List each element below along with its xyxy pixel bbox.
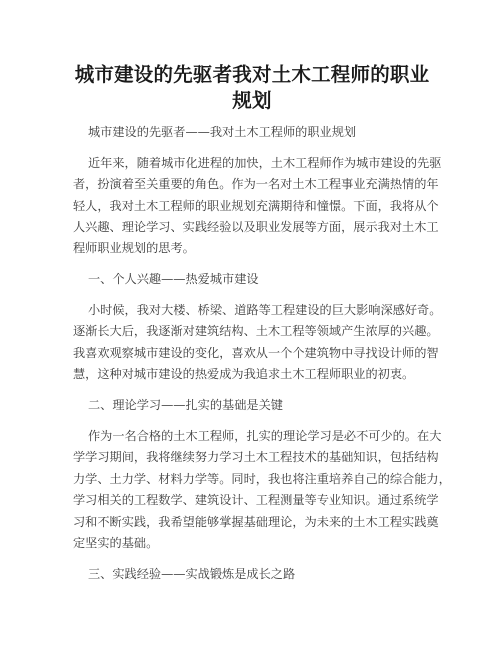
- paragraph-line: 者，扮演着至关重要的角色。作为一名对土木工程事业充满热情的年: [73, 177, 439, 191]
- paragraph-line: 学习相关的工程数学、建筑设计、工程测量等专业知识。通过系统学: [73, 493, 439, 507]
- paragraph-line: 近年来，随着城市化进程的加快，土木工程师作为城市建设的先驱: [88, 156, 442, 170]
- section-heading: 二、理论学习——扎实的基础是关键: [88, 398, 283, 412]
- paragraph-line: 作为一名合格的土木工程师，扎实的理论学习是必不可少的。在大: [88, 429, 442, 443]
- paragraph-line: 逐渐长大后，我逐渐对建筑结构、土木工程等领域产生浓厚的兴趣。: [73, 324, 439, 338]
- section-heading: 三、实践经验——实战锻炼是成长之路: [88, 567, 296, 581]
- paragraph-line: 我喜欢观察城市建设的变化，喜欢从一个个建筑物中寻找设计师的智: [73, 346, 439, 360]
- paragraph-line: 力学、土力学、材料力学等。同时，我也将注重培养自己的综合能力，: [73, 472, 451, 486]
- paragraph-line: 人兴趣、理论学习、实践经验以及职业发展等方面，展示我对土木工: [73, 220, 439, 234]
- paragraph-line: 学学习期间，我将继续努力学习土木工程技术的基础知识，包括结构: [73, 450, 439, 464]
- paragraph-line: 定坚实的基础。: [73, 536, 159, 550]
- document-title: 城市建设的先驱者我对土木工程师的职业规划: [74, 63, 430, 112]
- paragraph-line: 习和不断实践，我希望能够掌握基础理论，为未来的土木工程实践奠: [73, 515, 439, 529]
- paragraph-line: 轻人，我对土木工程师的职业规划充满期待和憧憬。下面，我将从个: [73, 199, 439, 213]
- paragraph-line: 小时候，我对大楼、桥梁、道路等工程建设的巨大影响深感好奇。: [88, 303, 442, 317]
- paragraph-line: 慧，这种对城市建设的热爱成为我追求土木工程师职业的初衷。: [73, 367, 415, 381]
- paragraph-line: 程师职业规划的思考。: [73, 241, 195, 255]
- section-heading: 一、个人兴趣——热爱城市建设: [88, 272, 259, 286]
- subtitle-line: 城市建设的先驱者——我对土木工程师的职业规划: [88, 125, 357, 139]
